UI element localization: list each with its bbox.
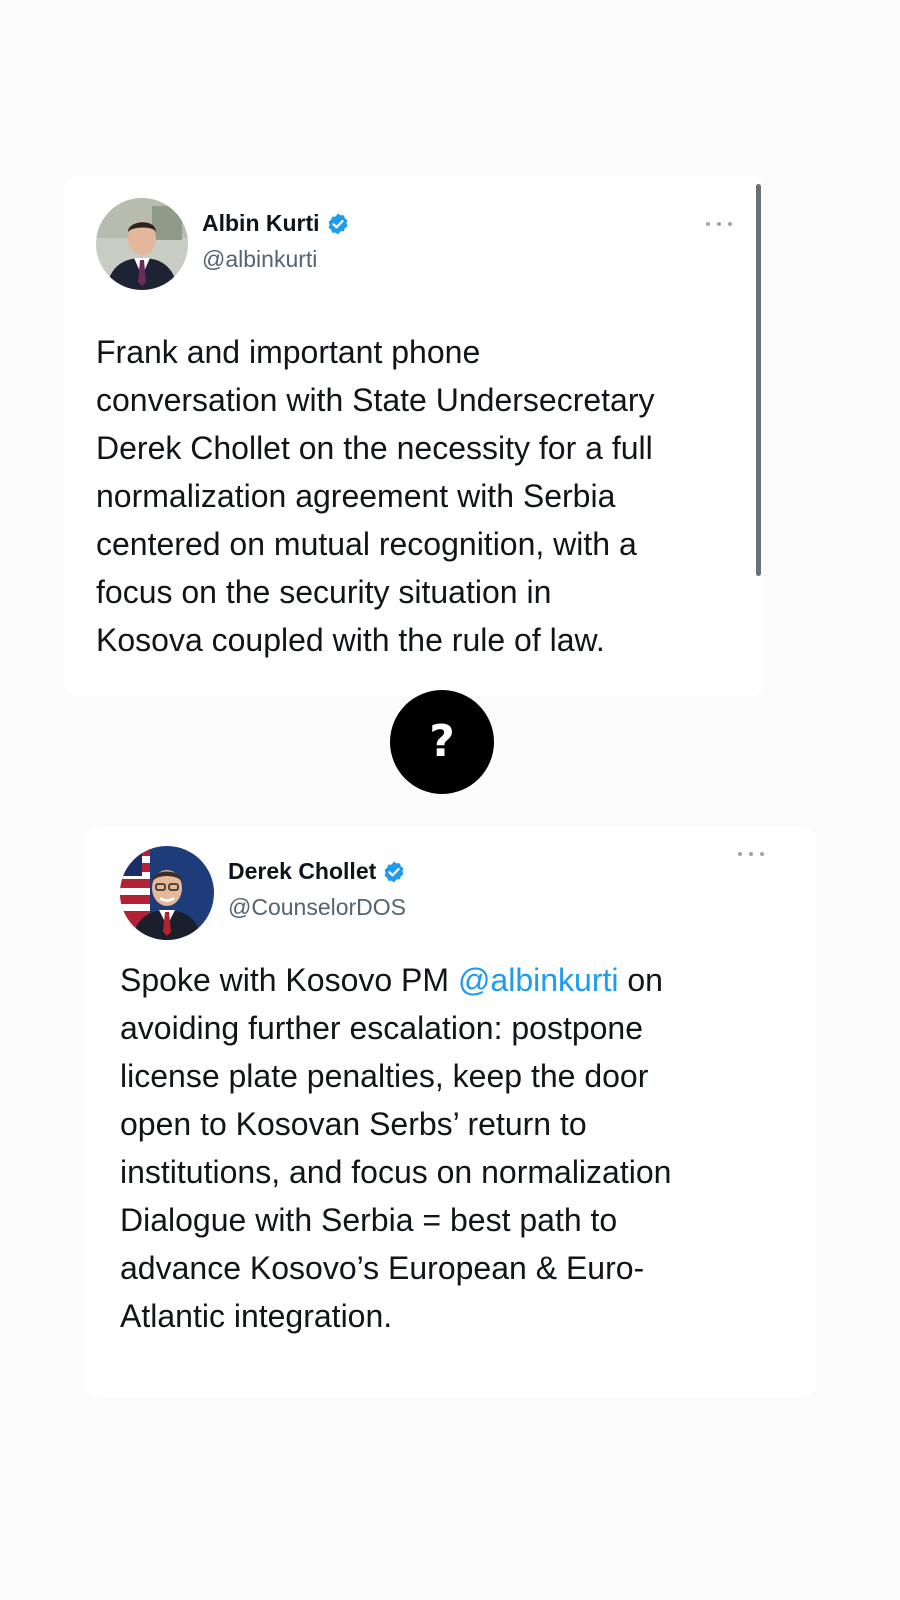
tweet-card-derek-chollet[interactable]: [84, 826, 816, 1398]
tweet-text-end: on avoiding further escalation: postpone license plate penalties, keep the door open to Kosovan Serbs’ return to institutions, and focus on normalization Dialogue with Serbia = best path to advance Kosovo’s European & Euro- Atlantic integration.: [120, 962, 672, 1334]
verified-badge-icon: [382, 860, 406, 884]
tweet-card-albin-kurti[interactable]: [64, 176, 764, 696]
author-handle[interactable]: @CounselorDOS: [228, 894, 407, 920]
question-badge: [390, 690, 494, 794]
profile-photo-icon: [96, 198, 188, 290]
author-handle[interactable]: @albinkurti: [202, 246, 318, 272]
display-name[interactable]: Derek Chollet: [228, 858, 377, 884]
tweet-text: [120, 956, 810, 1340]
verified-badge-icon: [326, 212, 350, 236]
display-name[interactable]: Albin Kurti: [202, 210, 320, 236]
author-name-row: [228, 858, 406, 885]
tweet-text-start: Spoke with Kosovo PM: [120, 962, 458, 998]
author-name-row: [202, 210, 350, 237]
mention-link[interactable]: @albinkurti: [457, 962, 619, 998]
question-mark-icon: ?: [429, 716, 455, 767]
more-options-icon[interactable]: [738, 848, 764, 860]
tweet-text: Frank and important phone conversation with State Undersecretary Derek Chollet on the necessity for a full normalization agreement with Serbia centered on mutual recognition, with a focus on the security situation in Kosova coupled with the rule of law.: [96, 334, 655, 658]
scrollbar[interactable]: [756, 184, 761, 576]
avatar[interactable]: [96, 198, 188, 290]
more-options-icon[interactable]: [706, 218, 732, 230]
avatar[interactable]: [120, 846, 214, 940]
profile-photo-icon: [120, 846, 214, 940]
